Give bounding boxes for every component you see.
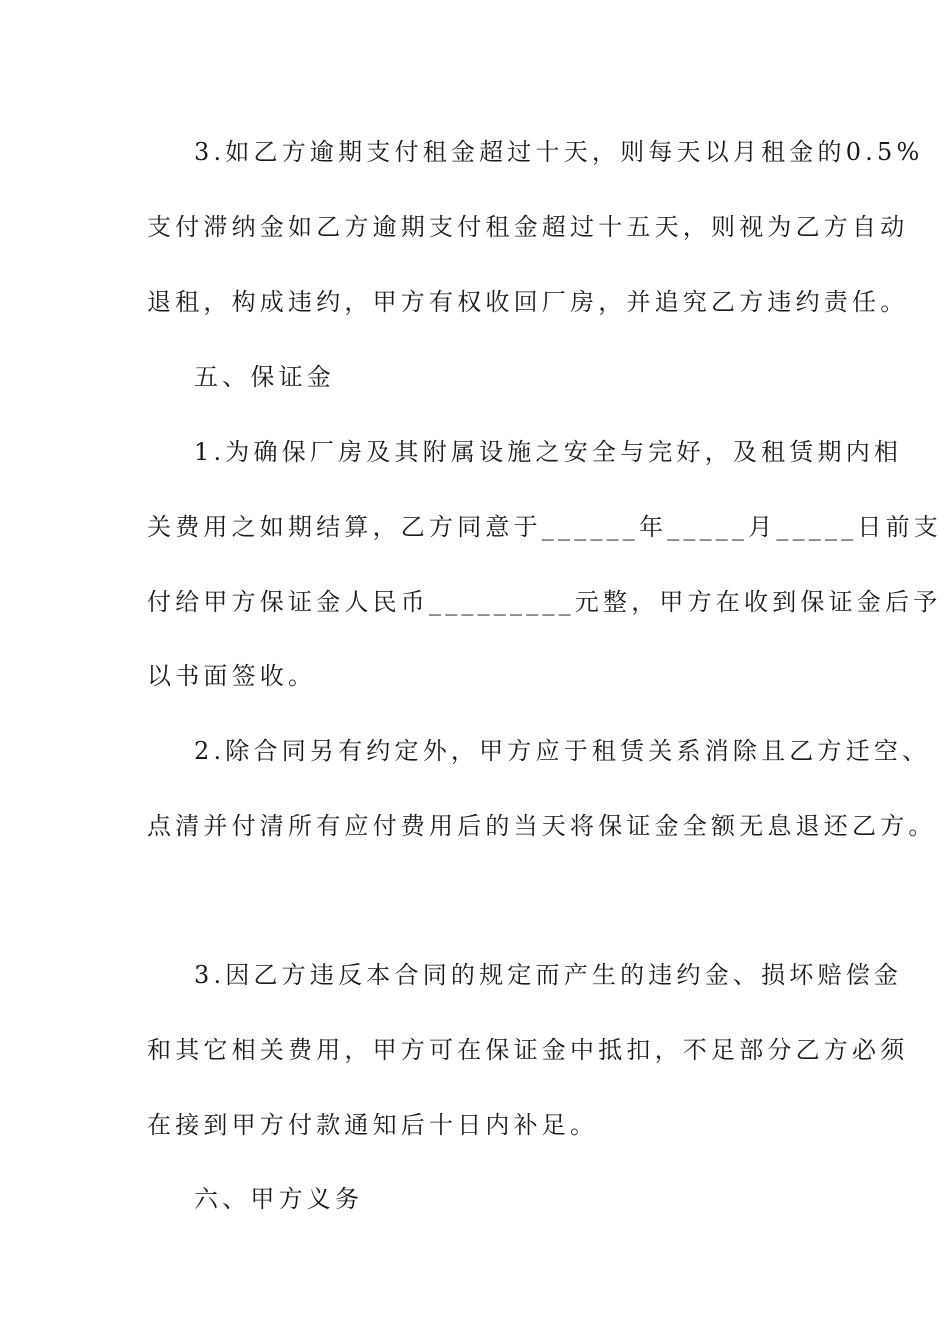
- clause-4-3-line-1: 3.如乙方逾期支付租金超过十天，则每天以月租金的0.5%: [194, 138, 924, 166]
- clause-5-3-line-1: 3.因乙方违反本合同的规定而产生的违约金、损坏赔偿金: [194, 961, 903, 989]
- clause-5-1-line-4: 以书面签收。: [147, 662, 317, 690]
- clause-4-3-line-3: 退租，构成违约，甲方有权收回厂房，并追究乙方违约责任。: [147, 288, 909, 316]
- clause-5-1-line-3: 付给甲方保证金人民币_________元整，甲方在收到保证金后予: [147, 588, 942, 616]
- clause-5-1-line-1: 1.为确保厂房及其附属设施之安全与完好，及租赁期内相: [194, 438, 903, 466]
- clause-5-2-line-2: 点清并付清所有应付费用后的当天将保证金全额无息退还乙方。: [147, 812, 937, 840]
- clause-5-3-line-3: 在接到甲方付款通知后十日内补足。: [147, 1111, 599, 1139]
- clause-5-2-line-1: 2.除合同另有约定外，甲方应于租赁关系消除且乙方迁空、: [194, 737, 931, 765]
- clause-4-3-line-2: 支付滞纳金如乙方逾期支付租金超过十五天，则视为乙方自动: [147, 213, 909, 241]
- section-5-heading: 五、保证金: [194, 363, 335, 391]
- clause-5-3-line-2: 和其它相关费用，甲方可在保证金中抵扣，不足部分乙方必须: [147, 1036, 909, 1064]
- clause-5-1-line-2: 关费用之如期结算，乙方同意于______年_____月_____日前支: [147, 513, 942, 541]
- section-6-heading: 六、甲方义务: [194, 1185, 364, 1213]
